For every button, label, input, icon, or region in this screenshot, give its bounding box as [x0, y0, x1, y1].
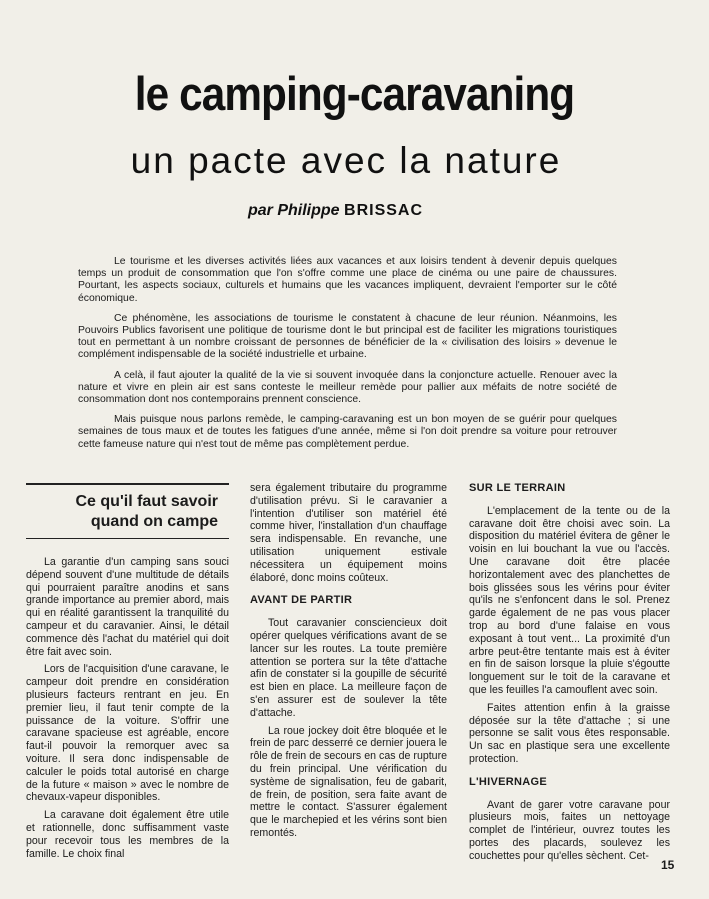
body-paragraph: Lors de l'acquisition d'une caravane, le campeur doit prendre en considération plusieurs facteurs rentrant en jeu. En premier lieu, il faut tenir compte de la puissance de la voiture. S'offrir une caravane spacieuse est agréable, encore faut-il pouvoir la remorquer avec sa voiture. Il sera donc indispensable de calculer le poids total autorisé en charge de la future « maison » avec le nombre de chevaux-vapeur disponibles.	[26, 663, 229, 804]
article-title: le camping-caravaning	[134, 67, 575, 120]
box-title	[26, 492, 218, 532]
section-heading-hivernage: L'HIVERNAGE	[469, 775, 548, 788]
intro-paragraph: Ce phénomène, les associations de tourisme le constatent à chacune de leur réunion. Néanmoins, les Pouvoirs Publics favorisent une politique de tourisme dont le but principal est de faciliter les migrations touristiques tout en permettant à un nombre croissant de personnes de bénéficier de la « civilisation des loisirs » devenue le complément indispensable de la société industrielle et urbaine.	[78, 312, 617, 361]
box-title-line: quand on campe	[90, 513, 218, 530]
body-paragraph: Avant de garer votre caravane pour plusieurs mois, faites un nettoyage complet de l'intérieur, ouvrez toutes les portes des placards, soulevez les couchettes pour qu'elles sèchent. Cet-	[469, 798, 670, 862]
byline-author-name: BRISSAC	[344, 202, 424, 219]
intro-paragraph: Le tourisme et les diverses activités liées aux vacances et aux loisirs tendent à devenir depuis quelques temps un produit de consommation que l'on s'offre comme une place de cinéma ou une paire de chaussures. Pourtant, les aspects sociaux, culturels et humains que les vacances impliquent, devraient l'emporter sur le côté économique.	[78, 256, 617, 304]
byline	[248, 202, 423, 220]
body-paragraph: sera également tributaire du programme d'utilisation prévu. Si le caravanier a l'intention d'utiliser son matériel été comme hiver, l'installation d'un chauffage sera indispensable. En revanche, une utilisation uniquement estivale nécessitera un équipement moins élaboré, donc moins coûteux.	[250, 482, 447, 584]
intro-paragraph: Mais puisque nous parlons remède, le camping-caravaning est un bon moyen de se guérir pour quelques semaines de tous maux et de toutes les fatigues d'une année, même si l'on doit prendre sa voiture pour retrouver cette fameuse nature qui n'est tout de même pas complètement perdue.	[78, 414, 617, 450]
intro-text	[78, 256, 617, 459]
box-rule-top	[26, 483, 229, 485]
page-number: 15	[661, 858, 675, 872]
section-heading-avant-de-partir: AVANT DE PARTIR	[250, 594, 353, 607]
byline-prefix: par Philippe	[248, 202, 340, 219]
body-paragraph: La caravane doit également être utile et rationnelle, donc suffisamment vaste pour recevoir tous les membres de la famille. Le choix final	[26, 809, 229, 860]
column-1	[26, 556, 229, 865]
body-paragraph: L'emplacement de la tente ou de la caravane doit être choisi avec soin. La disposition du matériel évitera de gêner le voisin en lui bouchant la vue ou l'accès. Une caravane doit être placée horizontalement avec des planchettes de bois glissées sous les vérins pour éviter qu'ils ne s'enfoncent dans le sol. Prenez garde également de ne pas vous placer trop au bord d'une falaise en vous exposant à tout vent... La proximité d'un arbre peut-être tentante mais est à éviter en fin de saison lorsque la pluie s'égoutte longuement sur le toit de la caravane et que les feuilles l'a camouflent avec soin.	[469, 504, 670, 696]
body-paragraph: Tout caravanier consciencieux doit opérer quelques vérifications avant de se lancer sur les routes. La toute première attention se portera sur la tête d'attache afin de constater si la goupille de sécurité est bien en place. La meilleure façon de s'en assurer est de soulever la tête d'attache.	[250, 617, 447, 719]
intro-paragraph: A celà, il faut ajouter la qualité de la vie si souvent invoquée dans la conjoncture actuelle. Renouer avec la nature et vivre en plein air est sans conteste le meilleur remède pour pallier aux méfaits de notre société de consommation dont nos contemporains prennent conscience.	[78, 369, 617, 406]
box-title-line: Ce qu'il faut savoir	[75, 493, 218, 510]
section-heading-sur-le-terrain: SUR LE TERRAIN	[469, 482, 566, 494]
column-3	[469, 482, 670, 868]
body-paragraph: La garantie d'un camping sans souci dépend souvent d'une multitude de détails qui pourraient paraître anodins et sans grande importance au premier abord, mais qui en réalité garantissent la tranquilité du campeur et du caravanier. Ainsi, le détail commence dès l'achat du matériel qui doit être fait avec soin.	[26, 556, 229, 658]
body-paragraph: La roue jockey doit être bloquée et le frein de parc desserré ce dernier jouera le rôle de frein de secours en cas de rupture du frein principal. Une vérification du système de signalisation, feu de gabarit, de frein, de position, sera faite avant de mettre le contact. S'assurer également que le marchepied et les vérins sont bien remontés.	[250, 724, 447, 839]
article-subtitle: un pacte avec la nature	[130, 140, 562, 181]
box-rule-bottom	[26, 538, 229, 539]
body-paragraph: Faites attention enfin à la graisse déposée sur la tête d'attache ; si une personne se salit vous êtes responsable. Un sac en plastique sera une excellente protection.	[469, 701, 670, 765]
column-2	[250, 482, 447, 845]
